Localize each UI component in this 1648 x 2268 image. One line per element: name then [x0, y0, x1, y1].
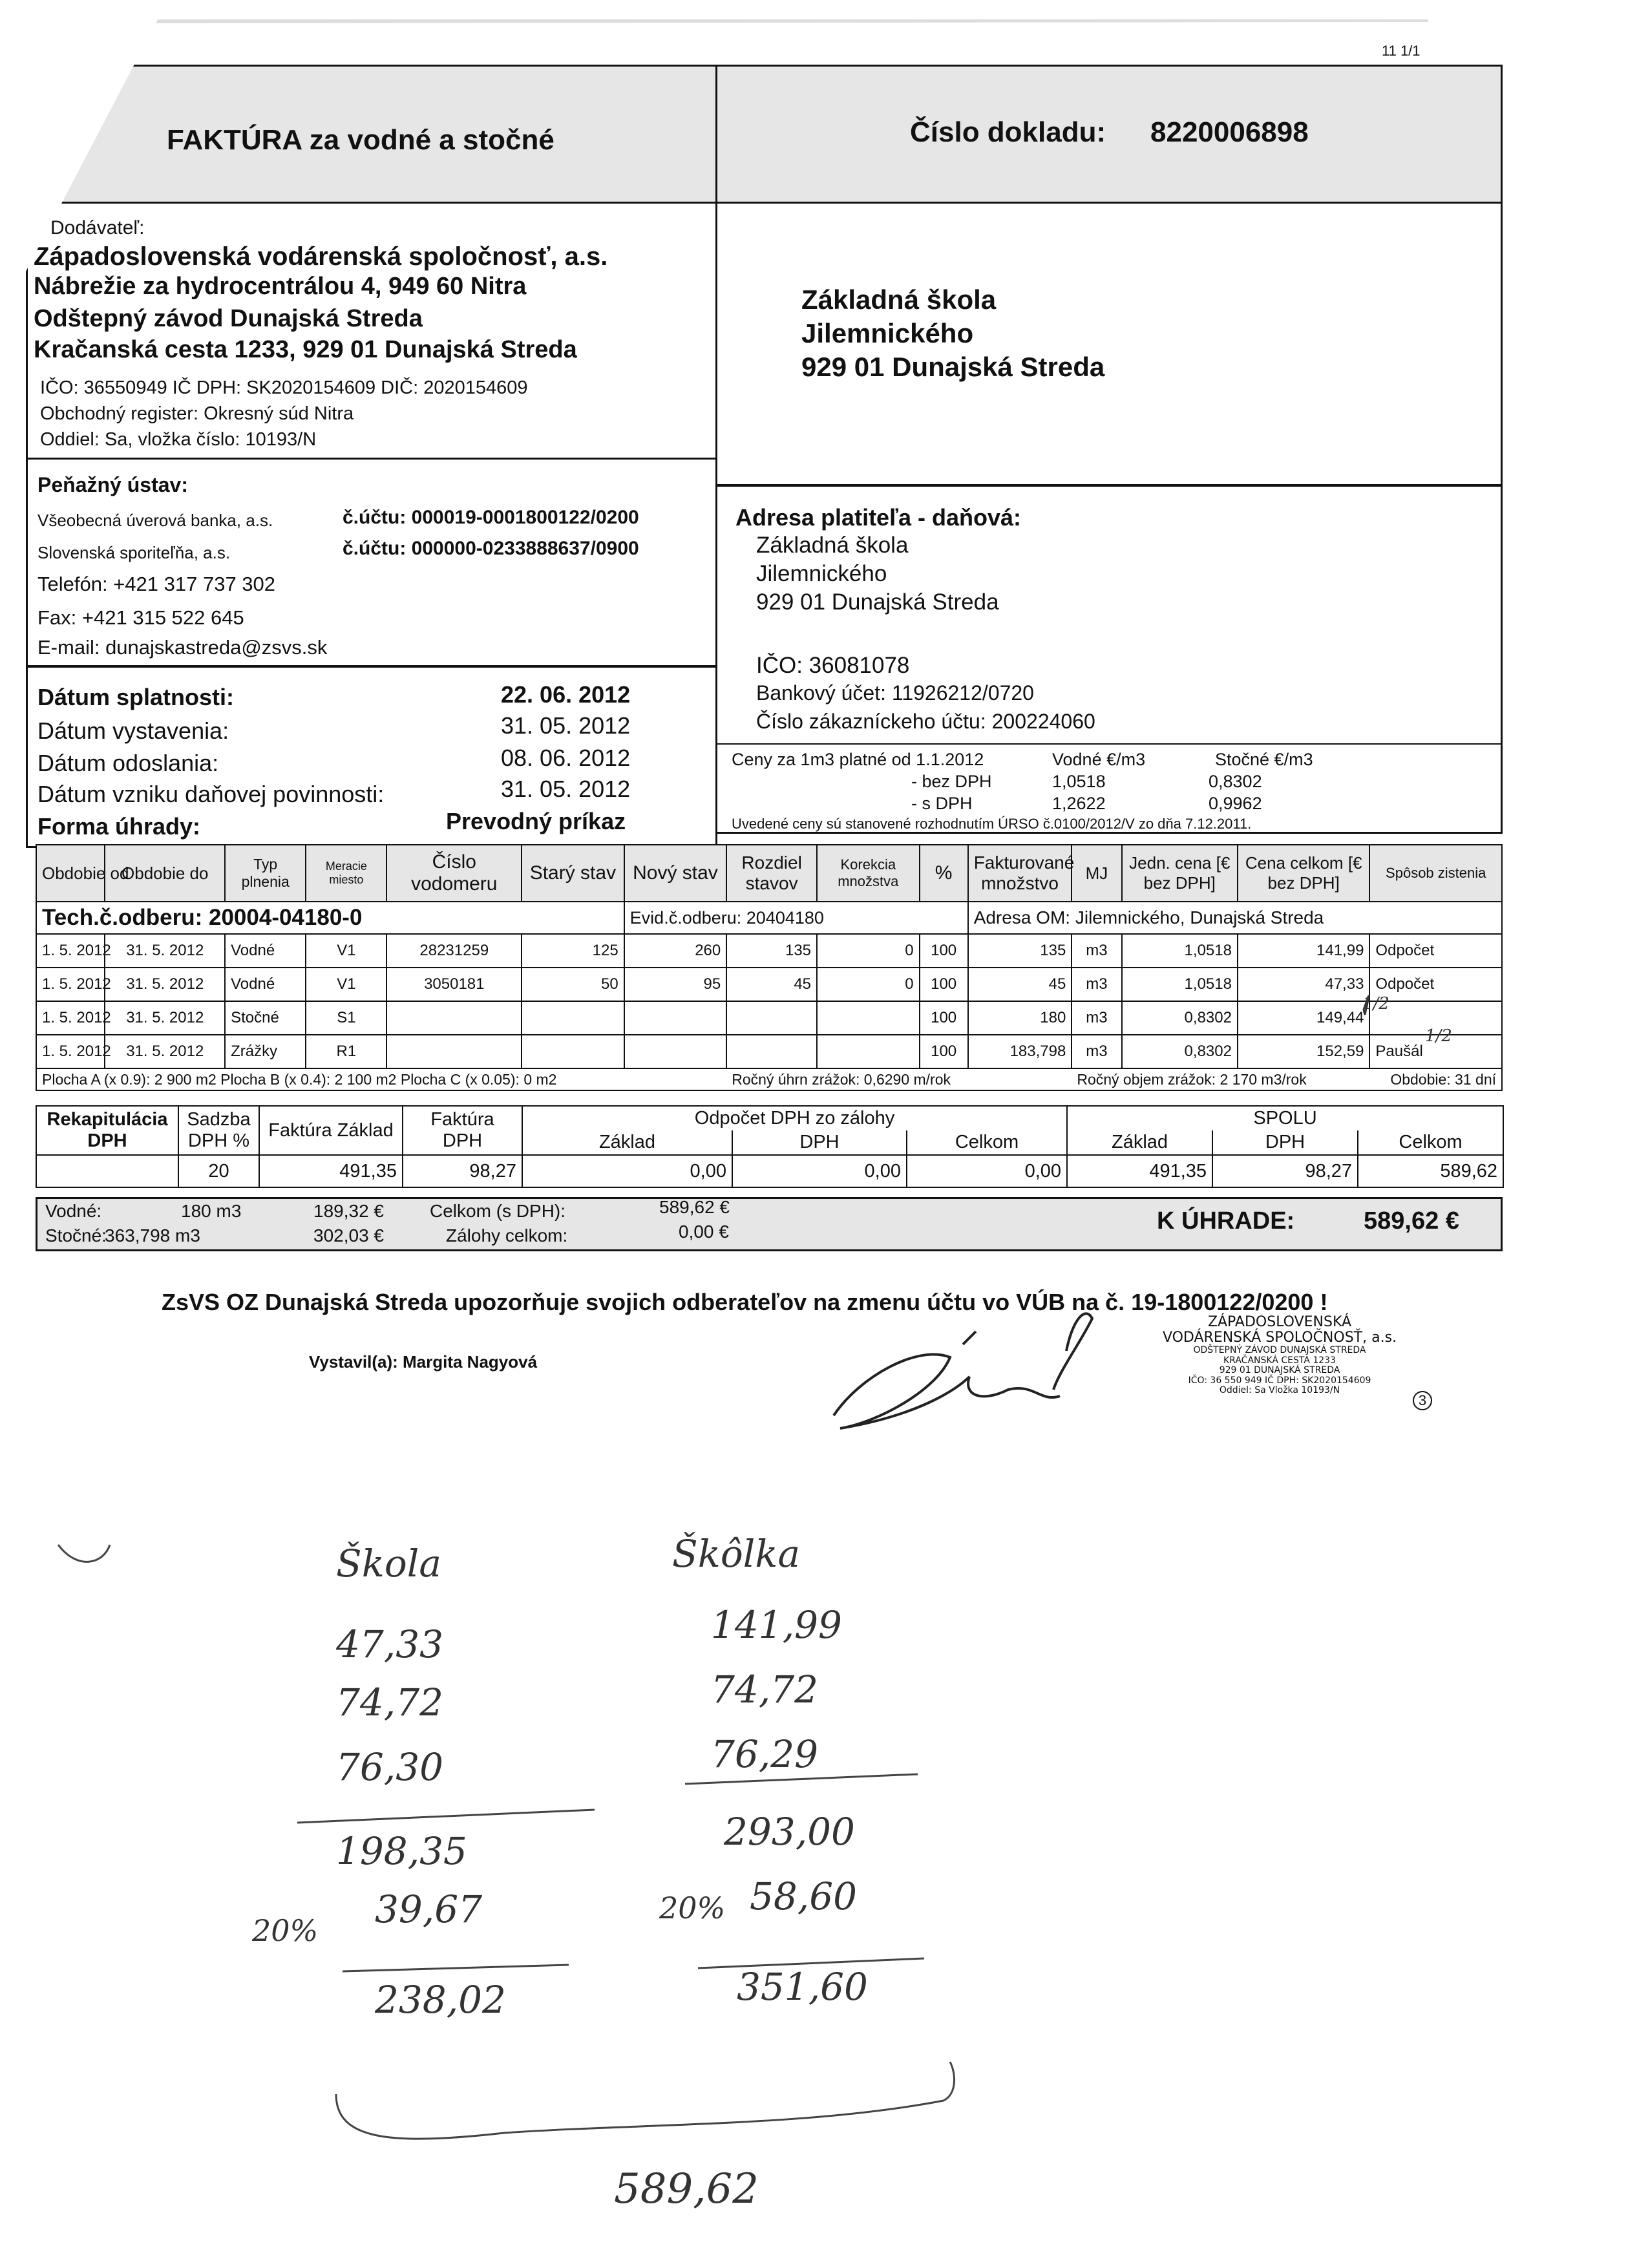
supplier-name: Západoslovenská vodárenská spoločnosť, a.s. [34, 242, 608, 271]
table-cell: m3 [1072, 934, 1121, 968]
col-header: Starý stav [522, 845, 624, 902]
col-header: Fakturované množstvo [968, 845, 1072, 902]
supplier-address: Nábrežie za hydrocentrálou 4, 949 60 Nitra [34, 273, 527, 300]
table-cell: 100 [920, 934, 968, 968]
recap-header: Odpočet DPH zo zálohy [522, 1106, 1067, 1130]
billing-period: Obdobie: 31 dní [1369, 1068, 1502, 1090]
amount-due: 589,62 € [1364, 1207, 1459, 1235]
col-header: Typ plnenia [225, 845, 306, 902]
sewage-amount: 302,03 € [313, 1225, 384, 1245]
prices-note: Uvedené ceny sú stanovené rozhodnutím ÚRSO č.0100/2012/V zo dňa 7.12.2011. [732, 816, 1252, 832]
evid-number: Evid.č.odberu: 20404180 [624, 902, 968, 934]
col-header: Jedn. cena [€ bez DPH] [1122, 845, 1238, 902]
amount-due-label: K ÚHRADE: [1157, 1207, 1295, 1235]
due-date: 22. 06. 2012 [501, 681, 631, 708]
recap-header: SPOLU [1067, 1106, 1503, 1130]
col-header: % [920, 845, 968, 902]
water-quantity: 180 m3 [181, 1201, 242, 1221]
prices-water-inc: 1,2622 [1052, 794, 1106, 813]
recap-deduction-vat: 0,00 [732, 1155, 907, 1187]
recipient-line2: Jilemnického [801, 318, 974, 348]
table-cell: 125 [522, 934, 624, 968]
col-header: Korekcia množstva [817, 845, 920, 902]
supplier-register: Obchodný register: Okresný súd Nitra [40, 403, 354, 424]
bank-label: Peňažný ústav: [37, 473, 188, 496]
recap-deduction-total: 0,00 [907, 1155, 1067, 1187]
issued-date: 31. 05. 2012 [501, 712, 631, 739]
table-cell: 100 [920, 1001, 968, 1035]
handwritten-value: 238,02 [375, 1978, 506, 2022]
recap-header: Celkom [1358, 1130, 1503, 1155]
handwritten-value: 74,72 [711, 1668, 819, 1712]
col-header: Obdobie od [36, 845, 105, 902]
tax-date-label: Dátum vzniku daňovej povinnosti: [37, 781, 385, 807]
email: E-mail: dunajskastreda@zsvs.sk [37, 636, 328, 659]
table-cell: 1. 5. 2012 [36, 934, 105, 968]
handwritten-value: 39,67 [375, 1887, 483, 1931]
stamp-number: 3 [1413, 1391, 1432, 1410]
advances-amount: 0,00 € [679, 1222, 729, 1242]
handwritten-mark: 1/2 [1362, 994, 1389, 1013]
handwritten-value: 141,99 [711, 1603, 842, 1647]
annual-rainfall: Ročný úhrn zrážok: 0,6290 m/rok [726, 1068, 1072, 1090]
prices-ex-vat-label: - bez DPH [911, 772, 992, 791]
recap-invoice-base: 491,35 [259, 1155, 403, 1187]
prices-sewage-header: Stočné €/m3 [1215, 750, 1313, 769]
bank1-name: Všeobecná úverová banka, a.s. [37, 511, 273, 530]
recap-sum-base: 491,35 [1067, 1155, 1212, 1187]
recap-header: Základ [522, 1130, 732, 1155]
table-cell: 31. 5. 2012 [105, 1001, 225, 1035]
table-cell: 0 [817, 968, 920, 1001]
table-cell: 31. 5. 2012 [105, 934, 225, 968]
col-header: Nový stav [624, 845, 727, 902]
table-cell: S1 [306, 1001, 386, 1035]
table-cell: Odpočet [1369, 934, 1502, 968]
account-change-notice: ZsVS OZ Dunajská Streda upozorňuje svojich odberateľov na zmenu účtu vo VÚB na č. 19-1800122/0200 ! [162, 1289, 1328, 1315]
bracket-curve [336, 2062, 955, 2139]
prices-sewage-inc: 0,9962 [1209, 794, 1262, 813]
handwritten-total: 589,62 [614, 2165, 759, 2213]
handwritten-prefix: 20% [659, 1891, 726, 1925]
table-cell: V1 [306, 934, 386, 968]
table-cell: 149,44 [1238, 1001, 1369, 1035]
recap-header: Sadzba DPH % [178, 1106, 259, 1155]
recap-deduction-base: 0,00 [522, 1155, 732, 1187]
supplier-branch: Odštepný závod Dunajská Streda [34, 305, 423, 332]
handwritten-value: 76,29 [711, 1732, 819, 1776]
col-header: Cena celkom [€ bez DPH] [1238, 845, 1369, 902]
table-cell: 183,798 [968, 1035, 1072, 1068]
recap-header: DPH [1212, 1130, 1358, 1155]
table-cell: 0 [817, 934, 920, 968]
table-cell: 260 [624, 934, 727, 968]
bank2-account: č.účtu: 000000-0233888637/0900 [343, 538, 639, 559]
total-amount: 589,62 € [659, 1197, 730, 1217]
payer-bank-account: Bankový účet: 11926212/0720 [756, 681, 1034, 705]
due-date-label: Dátum splatnosti: [37, 684, 235, 710]
table-cell: 0,8302 [1122, 1001, 1238, 1035]
sewage-label: Stočné: [45, 1225, 107, 1245]
table-cell: V1 [306, 968, 386, 1001]
table-cell: 1. 5. 2012 [36, 1035, 105, 1068]
table-cell: 180 [968, 1001, 1072, 1035]
annual-rain-volume: Ročný objem zrážok: 2 170 m3/rok [1072, 1068, 1369, 1090]
handwritten-value: 351,60 [737, 1965, 868, 2009]
col-header: Číslo vodomeru [386, 845, 522, 902]
supplier-ids: IČO: 36550949 IČ DPH: SK2020154609 DIČ: 2020154609 [40, 377, 528, 398]
table-cell: 1. 5. 2012 [36, 968, 105, 1001]
table-cell: 135 [968, 934, 1072, 968]
document-number-label: Číslo dokladu: [910, 116, 1106, 148]
table-cell: 0,8302 [1122, 1035, 1238, 1068]
signature-scribble [834, 1313, 1092, 1428]
col-header: Meracie miesto [306, 845, 386, 902]
water-label: Vodné: [45, 1201, 102, 1221]
prices-label: Ceny za 1m3 platné od 1.1.2012 [732, 750, 984, 769]
phone: Telefón: +421 317 737 302 [37, 573, 276, 595]
table-cell: 45 [726, 968, 817, 1001]
table-cell: Zrážky [225, 1035, 306, 1068]
supplier-branch-address: Kračanská cesta 1233, 929 01 Dunajská Streda [34, 336, 577, 363]
payer-line2: Jilemnického [756, 561, 887, 586]
water-amount: 189,32 € [313, 1201, 384, 1221]
recipient-line1: Základná škola [801, 284, 997, 315]
table-cell: Paušál [1369, 1035, 1502, 1068]
sent-date: 08. 06. 2012 [501, 745, 631, 771]
recap-sum-vat: 98,27 [1212, 1155, 1358, 1187]
payer-line3: 929 01 Dunajská Streda [756, 589, 999, 615]
table-cell: Vodné [225, 968, 306, 1001]
invoice-title: FAKTÚRA za vodné a stočné [167, 124, 555, 156]
table-cell: 1,0518 [1122, 934, 1238, 968]
advances-label: Zálohy celkom: [446, 1225, 568, 1245]
supplier-section: Oddiel: Sa, vložka číslo: 10193/N [40, 429, 317, 450]
table-cell: Stočné [225, 1001, 306, 1035]
sewage-quantity: 363,798 m3 [105, 1225, 200, 1245]
table-cell: 3050181 [386, 968, 522, 1001]
recap-header: Celkom [907, 1130, 1067, 1155]
handwritten-value: 58,60 [750, 1874, 858, 1918]
table-cell: 100 [920, 968, 968, 1001]
recap-header: Faktúra DPH [403, 1106, 522, 1155]
handwritten-value: 198,35 [336, 1829, 467, 1873]
sum-line-left [343, 1965, 569, 1971]
payment-form: Prevodný príkaz [446, 808, 626, 834]
col-header: Rozdiel stavov [726, 845, 817, 902]
recap-sum-total: 589,62 [1358, 1155, 1503, 1187]
payer-label: Adresa platiteľa - daňová: [735, 504, 1021, 531]
handwritten-kindergarten-title: Škôlka [672, 1532, 801, 1576]
torn-corner [0, 0, 168, 271]
issued-date-label: Dátum vystavenia: [37, 717, 229, 744]
table-cell: 1,0518 [1122, 968, 1238, 1001]
table-cell: R1 [306, 1035, 386, 1068]
sum-line-left [297, 1810, 595, 1823]
prices-inc-vat-label: - s DPH [911, 794, 973, 813]
col-header: Spôsob zistenia [1369, 845, 1502, 902]
prices-water-header: Vodné €/m3 [1052, 750, 1146, 769]
table-cell: Odpočet [1369, 968, 1502, 1001]
fax: Fax: +421 315 522 645 [37, 606, 244, 629]
table-cell: 95 [624, 968, 727, 1001]
handwritten-mark: 1/2 [1425, 1026, 1452, 1046]
recap-vat-rate: 20 [178, 1155, 259, 1187]
table-cell: Vodné [225, 934, 306, 968]
handwritten-prefix: 20% [252, 1913, 319, 1948]
handwritten-value: 76,30 [336, 1745, 444, 1789]
recipient-line3: 929 01 Dunajská Streda [801, 352, 1105, 382]
table-cell: 100 [920, 1035, 968, 1068]
table-cell: 31. 5. 2012 [105, 968, 225, 1001]
table-cell: 28231259 [386, 934, 522, 968]
table-cell: 31. 5. 2012 [105, 1035, 225, 1068]
handwritten-value: 293,00 [724, 1810, 855, 1854]
issued-by: Vystavil(a): Margita Nagyová [309, 1352, 538, 1372]
table-cell: 135 [726, 934, 817, 968]
table-cell: 47,33 [1238, 968, 1369, 1001]
handwritten-school-title: Škola [336, 1542, 441, 1585]
prices-sewage-ex: 0,8302 [1209, 772, 1262, 791]
bank2-name: Slovenská sporiteľňa, a.s. [37, 543, 231, 562]
handwritten-value: 47,33 [336, 1622, 444, 1666]
table-cell: 50 [522, 968, 624, 1001]
payer-line1: Základná škola [756, 533, 909, 558]
prices-water-ex: 1,0518 [1052, 772, 1106, 791]
plot-areas: Plocha A (x 0.9): 2 900 m2 Plocha B (x 0.4): 2 100 m2 Plocha C (x 0.05): 0 m2 [36, 1068, 726, 1090]
address-om: Adresa OM: Jilemnického, Dunajská Streda [968, 902, 1502, 934]
table-cell: 141,99 [1238, 934, 1369, 968]
recap-header: Rekapitulácia DPH [36, 1106, 178, 1155]
handwritten-value: 74,72 [336, 1680, 444, 1724]
sent-date-label: Dátum odoslania: [37, 750, 219, 776]
document-number: 8220006898 [1150, 116, 1309, 148]
bank1-account: č.účtu: 000019-0001800122/0200 [343, 507, 639, 528]
table-cell: m3 [1072, 968, 1121, 1001]
table-cell: m3 [1072, 1035, 1121, 1068]
torn-corner-shadow [149, 19, 1428, 23]
recap-invoice-vat: 98,27 [403, 1155, 522, 1187]
col-header: Obdobie do [105, 845, 225, 902]
table-cell: 1. 5. 2012 [36, 1001, 105, 1035]
tax-date: 31. 05. 2012 [501, 776, 631, 802]
payer-ico: IČO: 36081078 [756, 653, 910, 678]
recap-header: DPH [732, 1130, 907, 1155]
table-cell: 152,59 [1238, 1035, 1369, 1068]
total-label: Celkom (s DPH): [430, 1201, 566, 1221]
recap-header: Faktúra Základ [259, 1106, 403, 1155]
page-number: 11 1/1 [1382, 43, 1421, 59]
tech-number: Tech.č.odberu: 20004-04180-0 [36, 902, 624, 934]
payment-form-label: Forma úhrady: [37, 813, 201, 840]
company-stamp: ZÁPADOSLOVENSKÁ VODÁRENSKÁ SPOLOČNOSŤ, a.s. ODŠTEPNÝ ZÁVOD DUNAJSKÁ STREDA KRAČANSKÁ CESTA 1233 929 01 DUNAJSKÁ STREDA IČO: 36 550 949 IČ DPH: SK2020154609 Oddiel: Sa Vložka 10193/N [1162, 1314, 1397, 1395]
supplier-label: Dodávateľ: [50, 217, 145, 238]
recap-header: Základ [1067, 1130, 1212, 1155]
col-header: MJ [1072, 845, 1121, 902]
punch-hole [58, 1545, 110, 1562]
table-cell: m3 [1072, 1001, 1121, 1035]
table-cell: 45 [968, 968, 1072, 1001]
payer-customer-account: Číslo zákazníckeho účtu: 200224060 [756, 710, 1095, 733]
